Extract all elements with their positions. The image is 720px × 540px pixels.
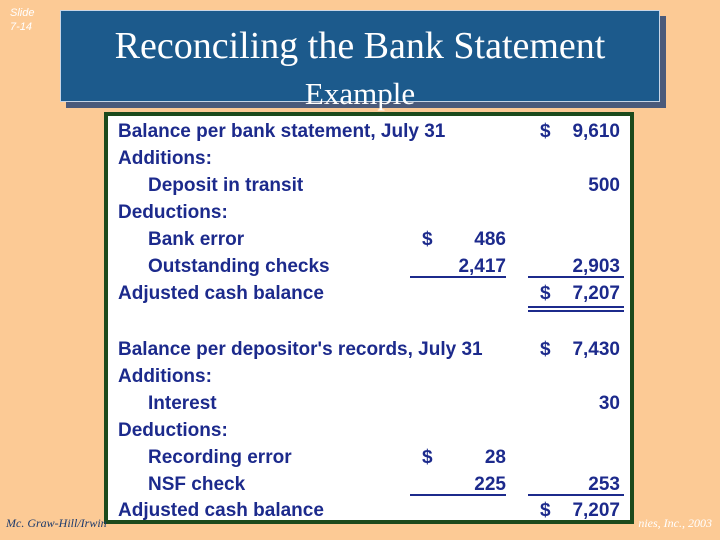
bank-additions-row <box>108 145 630 172</box>
row-label: Deductions: <box>118 420 228 441</box>
book-adjusted-row <box>108 497 630 524</box>
row-label: Additions: <box>118 148 212 169</box>
row-label: NSF check <box>148 474 246 495</box>
row-label: Bank error <box>148 229 245 250</box>
bank-deductions-row <box>108 199 630 226</box>
amount: 7,207 <box>572 500 620 521</box>
amount: 486 <box>474 229 506 250</box>
subtotal-rule <box>410 276 506 278</box>
bank-balance-row <box>108 118 630 145</box>
book-deductions-row <box>108 417 630 444</box>
row-label: Deductions: <box>118 202 228 223</box>
book-balance-row <box>108 336 630 363</box>
footer-publisher: Mc. Graw-Hill/Irwin <box>6 516 107 530</box>
row-label: Interest <box>148 393 217 414</box>
reconciliation-statement <box>104 112 634 524</box>
deposit-in-transit-row <box>108 172 630 199</box>
slide-number <box>10 6 34 34</box>
row-label: Adjusted cash balance <box>118 283 324 304</box>
amount: 7,207 <box>572 283 620 304</box>
slide-number-label: Slide <box>10 7 35 19</box>
subtotal-rule <box>528 494 624 496</box>
interest-row <box>108 390 630 417</box>
amount: 28 <box>484 447 506 468</box>
amount: 7,430 <box>572 339 620 360</box>
row-label: Adjusted cash balance <box>118 500 324 521</box>
slide-subtitle: Example <box>304 76 416 111</box>
double-rule <box>528 306 624 312</box>
row-label: Recording error <box>148 447 292 468</box>
footer-copyright: nies, Inc., 2003 <box>638 516 712 530</box>
row-label: Additions: <box>118 366 212 387</box>
bank-error-row <box>108 226 630 253</box>
recording-error-row <box>108 444 630 471</box>
subtotal-rule <box>410 494 506 496</box>
currency-sign: $ <box>540 121 551 142</box>
currency-sign: $ <box>422 229 433 250</box>
amount: 30 <box>598 393 620 414</box>
row-label: Deposit in transit <box>148 175 304 196</box>
total-amount: 253 <box>588 474 620 495</box>
subtotal-rule <box>528 276 624 278</box>
total-amount: 2,903 <box>572 256 620 277</box>
slide-title: Reconciling the Bank Statement <box>114 25 606 67</box>
amount: 2,417 <box>458 256 506 277</box>
row-label: Balance per depositor's records, July 31 <box>118 339 483 360</box>
currency-sign: $ <box>422 447 433 468</box>
title-box <box>60 10 660 111</box>
currency-sign: $ <box>540 500 551 521</box>
currency-sign: $ <box>540 339 551 360</box>
currency-sign: $ <box>540 283 551 304</box>
row-label: Balance per bank statement, July 31 <box>118 121 446 142</box>
bank-adjusted-row <box>108 280 630 307</box>
row-label: Outstanding checks <box>148 256 330 277</box>
slide-number-value: 7-14 <box>10 21 33 33</box>
amount: 9,610 <box>572 121 620 142</box>
book-additions-row <box>108 363 630 390</box>
amount: 225 <box>474 474 506 495</box>
amount: 500 <box>588 175 620 196</box>
